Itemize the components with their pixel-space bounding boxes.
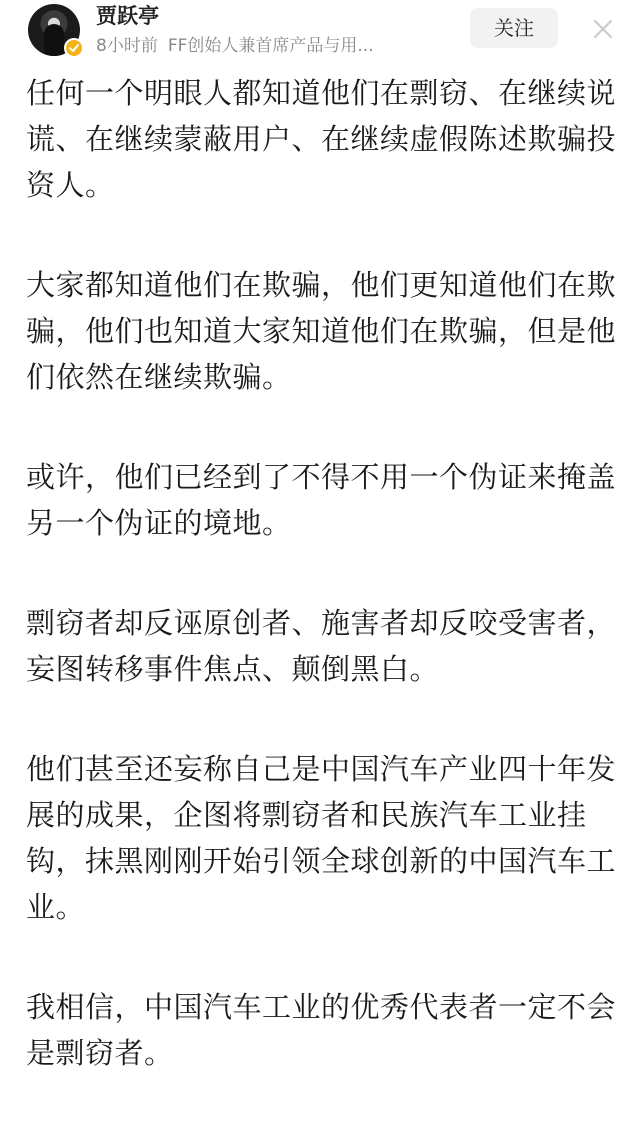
avatar-figure [44,24,64,56]
post-paragraph: 他们甚至还妄称自己是中国汽车产业四十年发展的成果，企图将剽窃者和民族汽车工业挂钩，抹黑刚刚开始引领全球创新的中国汽车工业。 [26,752,617,924]
post-header [0,0,640,64]
post-paragraph: 大家都知道他们在欺骗，他们更知道他们在欺骗，他们也知道大家知道他们在欺骗，但是他们依然在继续欺骗。 [26,268,617,394]
user-bio: FF创始人兼首席产品与用... [167,36,374,56]
post-body [26,70,616,1130]
post-paragraph: 任何一个明眼人都知道他们在剽窃、在继续说谎、在继续蒙蔽用户、在继续虚假陈述欺骗投资人。 [26,76,617,202]
post-paragraph: 我相信，中国汽车工业的优秀代表者一定不会是剽窃者。 [26,990,617,1070]
post-time: 8小时前 [96,36,158,56]
post-paragraph: 或许，他们已经到了不得不用一个伪证来掩盖另一个伪证的境地。 [26,460,617,540]
username[interactable]: 贾跃亭 [96,4,159,28]
post-meta [96,35,446,57]
close-icon[interactable] [592,18,614,40]
verified-badge-icon [64,38,84,58]
follow-button[interactable]: 关注 [470,8,558,48]
post-paragraph: 剽窃者却反诬原创者、施害者却反咬受害者，妄图转移事件焦点、颠倒黑白。 [26,606,617,686]
